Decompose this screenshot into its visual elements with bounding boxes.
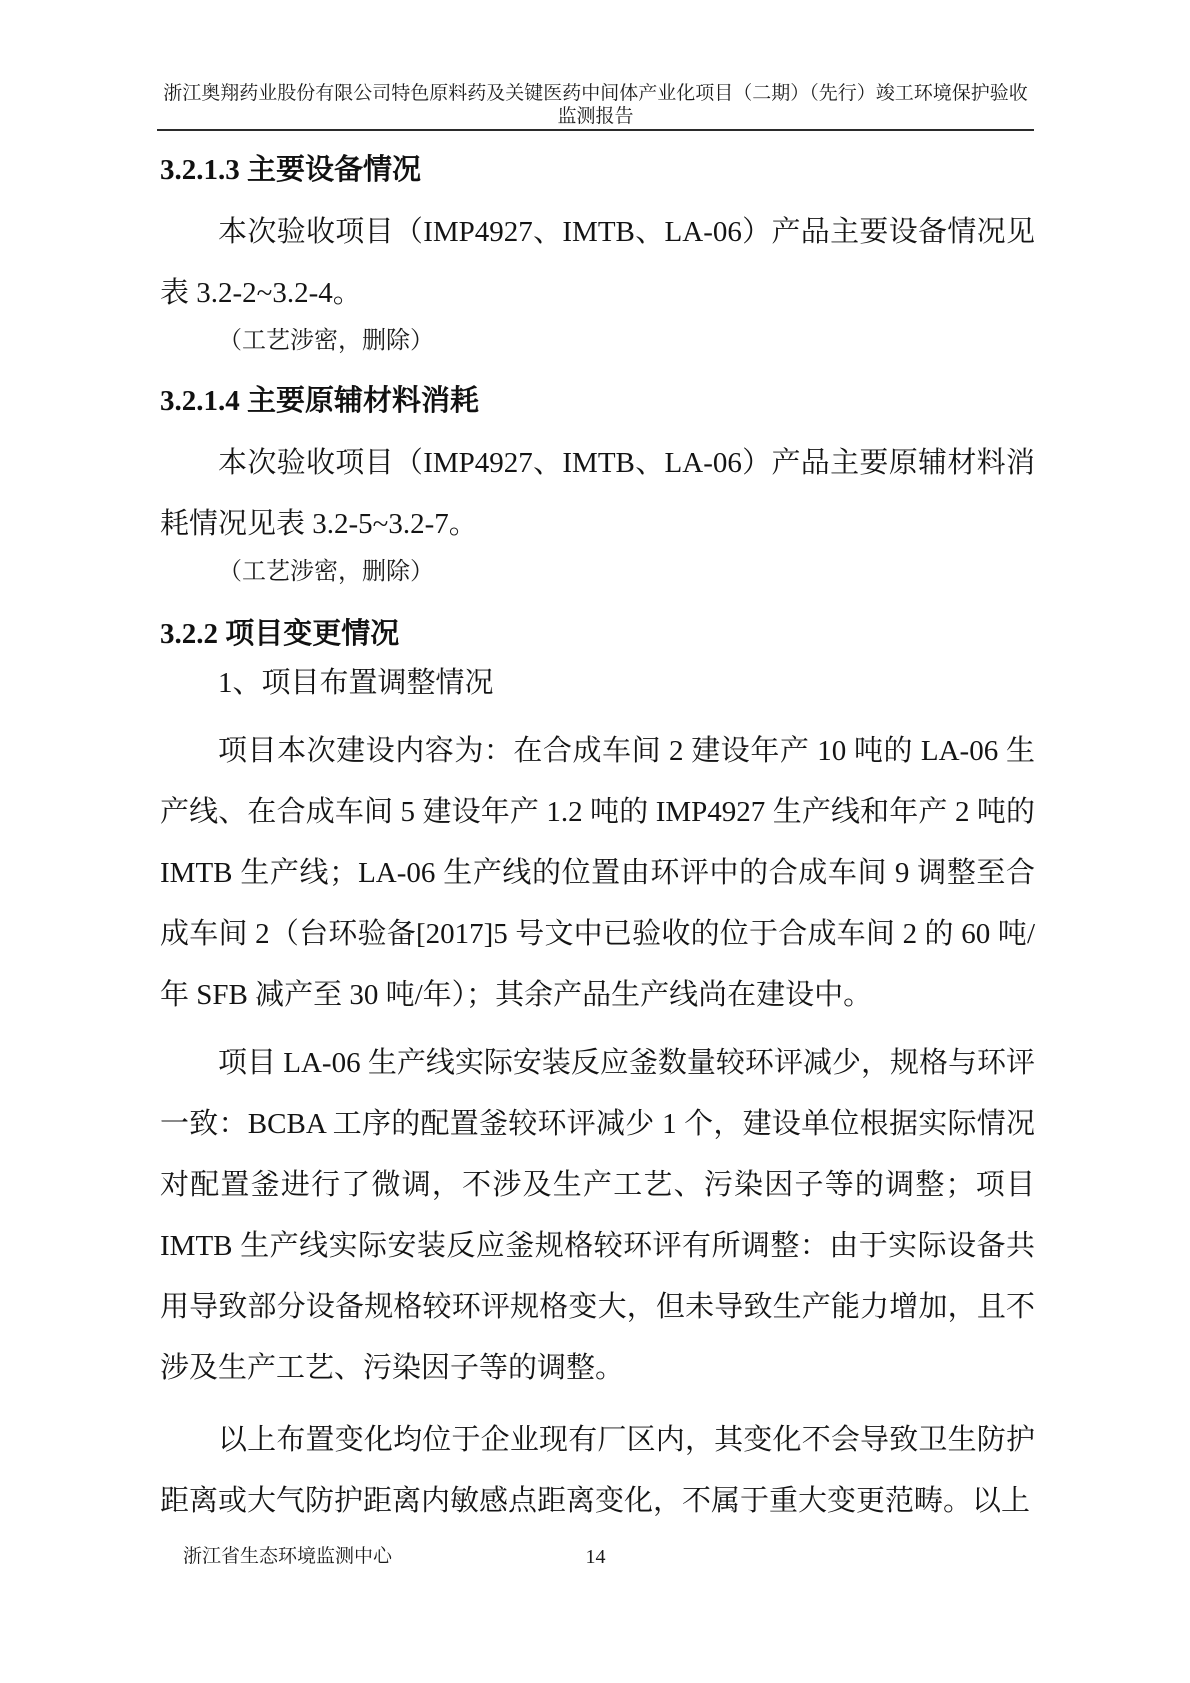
section-heading-3-2-2: 3.2.2 项目变更情况 (160, 618, 400, 650)
section-3-2-1-3-paragraph: 本次验收项目（IMP4927、IMTB、LA-06）产品主要设备情况见表 3.2-2~3.2-4。 (160, 216, 1035, 309)
page-footer (157, 1542, 1034, 1572)
section-3-2-2-paragraph-3: 以上布置变化均位于企业现有厂区内，其变化不会导致卫生防护距离或大气防护距离内敏感点距离变化，不属于重大变更范畴。以上 (160, 1424, 1035, 1517)
header-title-line1: 浙江奥翔药业股份有限公司特色原料药及关键医药中间体产业化项目（二期）（先行）竣工环境保护验收 (163, 83, 1028, 104)
page-header (157, 82, 1034, 128)
section-heading-3-2-1-4: 3.2.1.4 主要原辅材料消耗 (160, 385, 480, 417)
section-heading-3-2-1-3: 3.2.1.3 主要设备情况 (160, 154, 422, 186)
header-divider (157, 129, 1034, 131)
section-3-2-2-paragraph-1: 项目本次建设内容为：在合成车间 2 建设年产 10 吨的 LA-06 生产线、在合成车间 5 建设年产 1.2 吨的 IMP4927 生产线和年产 2 吨的 IMTB 生产线；LA-06 生产线的位置由环评中的合成车间 9 调整至合成车间 2（台环验备[2017]5 号文中已验收的位于合成车间 2 的 60 吨/年 SFB 减产至 30 吨/年）；其余产品生产线尚在建设中。 (160, 735, 1035, 1011)
document-body (160, 140, 1035, 1532)
footer-organization: 浙江省生态环境监测中心 (183, 1546, 393, 1567)
header-title-line2: 监测报告 (557, 106, 634, 127)
confidential-note-1: （工艺涉密，删除） (218, 328, 434, 354)
section-3-2-2-paragraph-2: 项目 LA-06 生产线实际安装反应釜数量较环评减少，规格与环评一致：BCBA 工序的配置釜较环评减少 1 个，建设单位根据实际情况对配置釜进行了微调，不涉及生产工艺、污染因子等的调整；项目 IMTB 生产线实际安装反应釜规格较环评有所调整：由于实际设备共用导致部分设备规格较环评规格变大，但未导致生产能力增加，且不涉及生产工艺、污染因子等的调整。 (160, 1047, 1035, 1384)
page-number: 14 (585, 1546, 606, 1568)
section-3-2-2-subitem-title: 1、项目布置调整情况 (218, 667, 494, 699)
section-3-2-1-4-paragraph: 本次验收项目（IMP4927、IMTB、LA-06）产品主要原辅材料消耗情况见表 3.2-5~3.2-7。 (160, 447, 1035, 540)
confidential-note-2: （工艺涉密，删除） (218, 559, 434, 585)
